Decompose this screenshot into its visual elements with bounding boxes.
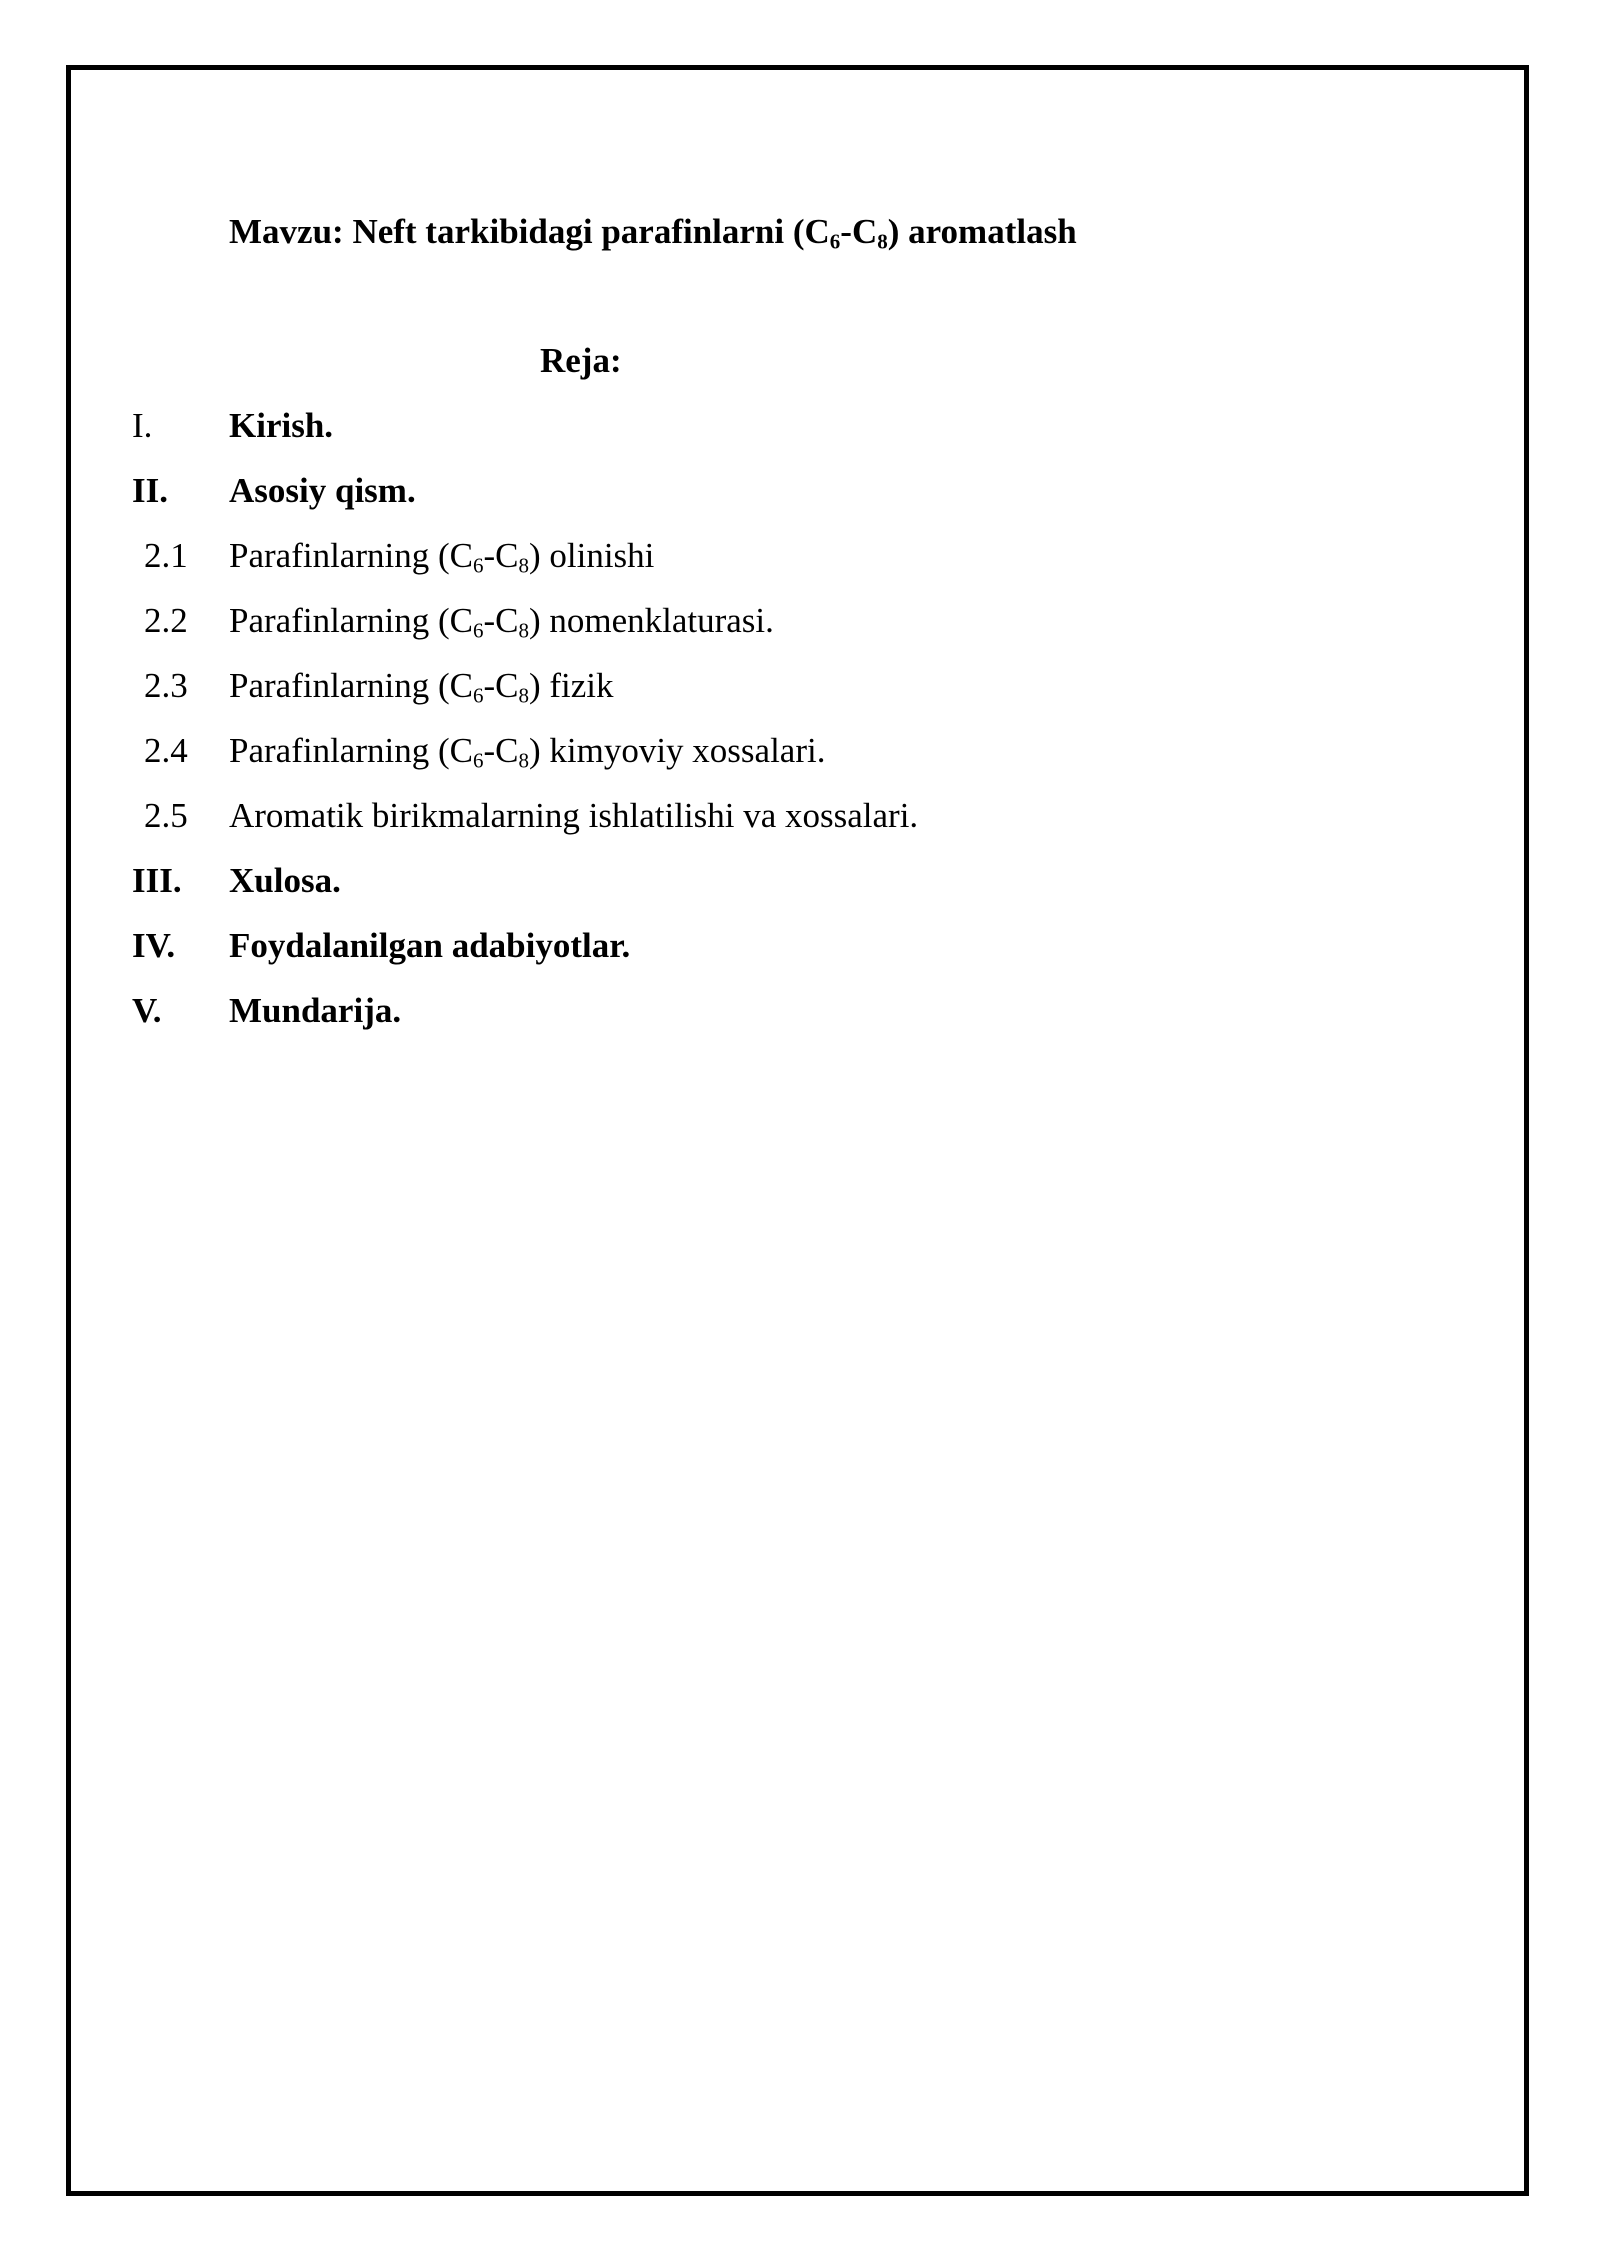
- toc-subscript-2: 8: [518, 683, 529, 708]
- toc-item-4: [0, 922, 1600, 987]
- toc-text: Asosiy qism.: [229, 471, 416, 510]
- plan-heading: Reja:: [540, 341, 622, 380]
- toc-item-2-3: [0, 662, 1600, 727]
- table-of-contents: [0, 402, 1600, 1052]
- toc-subscript-2: 8: [518, 553, 529, 578]
- toc-text-suffix: ) olinishi: [528, 536, 655, 575]
- toc-text-mid: -C: [483, 666, 519, 705]
- toc-number: 2.3: [144, 666, 188, 705]
- toc-number: III.: [132, 861, 182, 900]
- toc-text-suffix: ) fizik: [528, 666, 614, 705]
- toc-subscript-1: 6: [472, 618, 484, 643]
- toc-number: 2.5: [144, 796, 188, 835]
- toc-item-2-4: [0, 727, 1600, 792]
- toc-text-suffix: ) nomenklaturasi.: [528, 601, 774, 640]
- toc-text-prefix: Parafinlarning (C: [229, 536, 473, 575]
- toc-subscript-1: 6: [472, 748, 484, 773]
- toc-subscript-1: 6: [472, 683, 484, 708]
- toc-item-2-1: [0, 532, 1600, 597]
- toc-text-mid: -C: [483, 536, 519, 575]
- toc-item-2: [0, 467, 1600, 532]
- toc-subscript-1: 6: [472, 553, 484, 578]
- toc-text: [229, 727, 825, 775]
- toc-text: [229, 532, 654, 580]
- toc-text: Xulosa.: [229, 861, 341, 900]
- toc-number: V.: [132, 991, 162, 1030]
- toc-text: [229, 597, 774, 645]
- toc-number: 2.4: [144, 731, 188, 770]
- toc-number: I.: [132, 406, 153, 445]
- toc-text-prefix: Parafinlarning (C: [229, 601, 473, 640]
- toc-text-suffix: ) kimyoviy xossalari.: [528, 731, 826, 770]
- toc-text-mid: -C: [483, 731, 519, 770]
- toc-number: 2.2: [144, 601, 188, 640]
- toc-item-2-2: [0, 597, 1600, 662]
- title-subscript-2: 8: [877, 229, 888, 254]
- toc-text-mid: -C: [483, 601, 519, 640]
- toc-subscript-2: 8: [518, 618, 529, 643]
- toc-number: 2.1: [144, 536, 188, 575]
- toc-text: Aromatik birikmalarning ishlatilishi va xossalari.: [229, 796, 919, 835]
- toc-text: Foydalanilgan adabiyotlar.: [229, 926, 631, 965]
- toc-item-1: [0, 402, 1600, 467]
- title-mid: -C: [840, 212, 878, 251]
- toc-item-5: [0, 987, 1600, 1052]
- toc-subscript-2: 8: [518, 748, 529, 773]
- title-suffix: ) aromatlash: [887, 212, 1077, 251]
- toc-item-3: [0, 857, 1600, 922]
- toc-text: Mundarija.: [229, 991, 402, 1030]
- title-prefix: Mavzu: Neft tarkibidagi parafinlarni (C: [229, 212, 830, 251]
- toc-text: Kirish.: [229, 406, 334, 445]
- document-title: [229, 208, 1077, 256]
- toc-item-2-5: [0, 792, 1600, 857]
- toc-number: II.: [132, 471, 168, 510]
- page-border: [66, 65, 1529, 2196]
- toc-text: [229, 662, 614, 710]
- toc-number: IV.: [132, 926, 176, 965]
- toc-text-prefix: Parafinlarning (C: [229, 666, 473, 705]
- title-subscript-1: 6: [829, 229, 841, 254]
- toc-text-prefix: Parafinlarning (C: [229, 731, 473, 770]
